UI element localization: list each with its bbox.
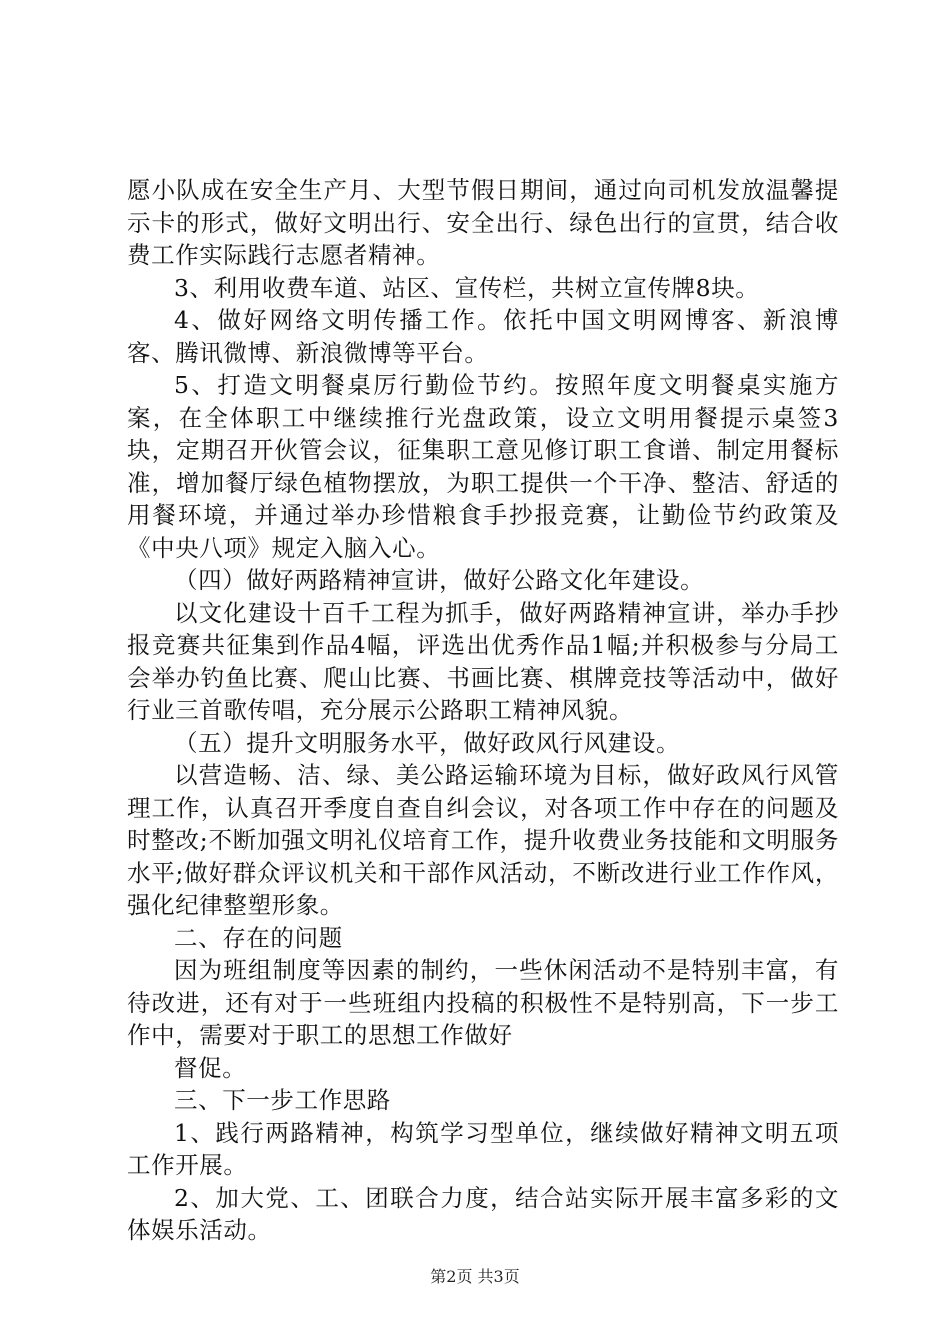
paragraph-8: 督促。 [174,1053,247,1082]
paragraph-7: 因为班组制度等因素的制约，一些休闲活动不是特别丰富，有待改进，还有对于一些班组内投稿的积极性不是特别高，下一步工作中，需要对于职工的思想工作做好 [127,956,839,1049]
section-heading-problems: 二、存在的问题 [174,923,343,952]
page-number-footer: 第2页 共3页 [430,1267,520,1286]
paragraph-10: 2、加大党、工、团联合力度，结合站实际开展丰富多彩的文体娱乐活动。 [127,1183,839,1244]
paragraph-9: 1、践行两路精神，构筑学习型单位，继续做好精神文明五项工作开展。 [127,1118,839,1179]
document-body [127,174,839,1247]
section-heading-4: （四）做好两路精神宣讲，做好公路文化年建设。 [174,566,705,594]
paragraph-3: 4、做好网络文明传播工作。依托中国文明网博客、新浪博客、腾讯微博、新浪微博等平台。 [127,306,839,367]
paragraph-2: 3、利用收费车道、站区、宣传栏，共树立宣传牌8块。 [174,273,760,302]
paragraph-4: 5、打造文明餐桌厉行勤俭节约。按照年度文明餐桌实施方案，在全体职工中继续推行光盘政策，设立文明用餐提示桌签3块，定期召开伙管会议，征集职工意见修订职工食谱、制定用餐标准，增加餐厅绿色植物摆放，为职工提供一个干净、整洁、舒适的用餐环境，并通过举办珍惜粮食手抄报竞赛，让勤俭节约政策及《中央八项》规定入脑入心。 [127,371,839,562]
section-heading-5: （五）提升文明服务水平，做好政风行风建设。 [174,728,681,757]
section-heading-next-steps: 三、下一步工作思路 [174,1086,391,1114]
paragraph-6: 以营造畅、洁、绿、美公路运输环境为目标，做好政风行风管理工作，认真召开季度自查自纠会议，对各项工作中存在的问题及时整改;不断加强文明礼仪培育工作，提升收费业务技能和文明服务水平;做好群众评议机关和干部作风活动，不断改进行业工作作风，强化纪律整塑形象。 [127,761,839,919]
paragraph-5: 以文化建设十百千工程为抓手，做好两路精神宣讲，举办手抄报竞赛共征集到作品4幅，评选出优秀作品1幅;并积极参与分局工会举办钓鱼比赛、爬山比赛、书画比赛、棋牌竞技等活动中，做好行业三首歌传唱，充分展示公路职工精神风貌。 [127,598,839,724]
paragraph-1: 愿小队成在安全生产月、大型节假日期间，通过向司机发放温馨提示卡的形式，做好文明出行、安全出行、绿色出行的宣贯，结合收费工作实际践行志愿者精神。 [127,176,839,269]
